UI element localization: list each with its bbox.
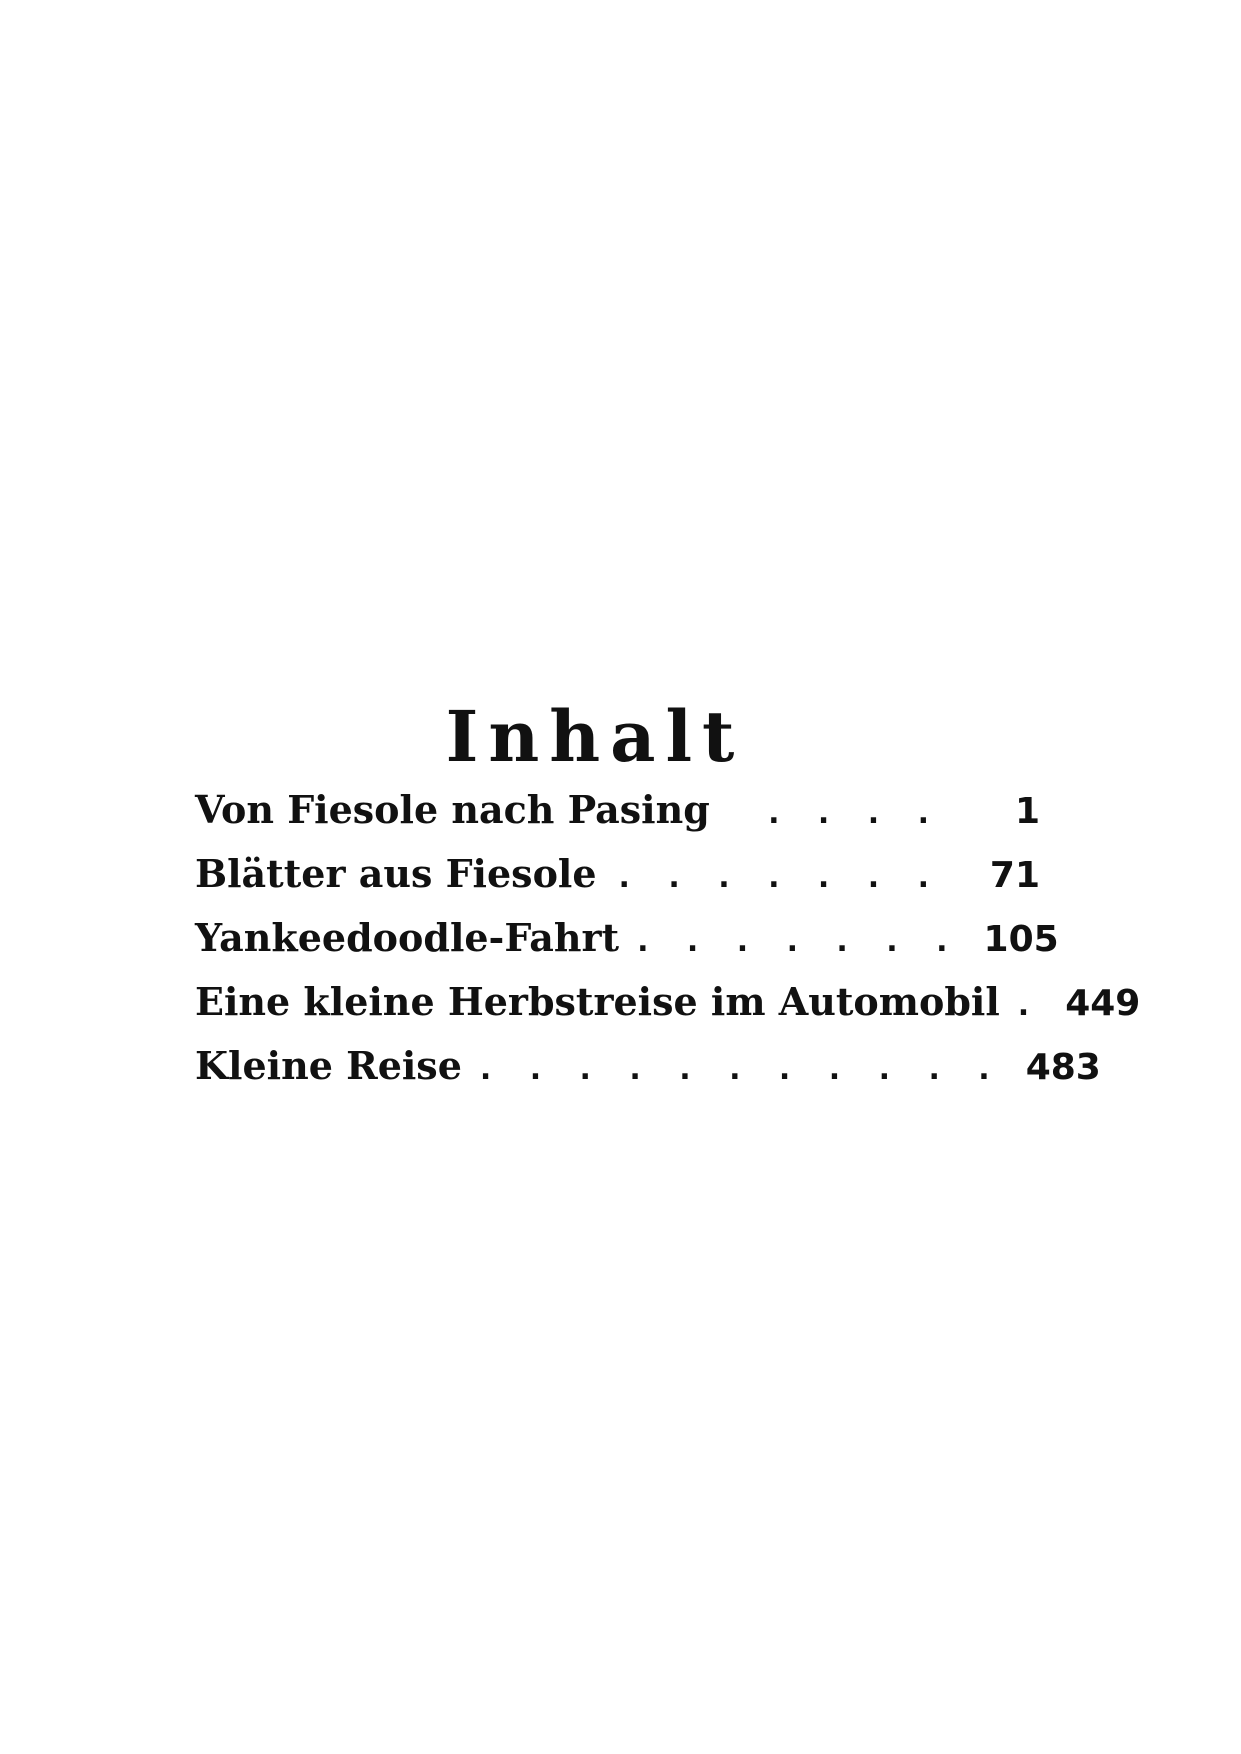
- toc-leader-dots: . . . . . . .: [618, 860, 943, 895]
- toc-entry-title: Kleine Reise: [195, 1043, 462, 1088]
- toc-leader-dots: . . . . . . .: [637, 924, 962, 959]
- toc-entry-title: Yankeedoodle-Fahrt: [195, 915, 620, 960]
- toc-entry-eine-kleine-herbstreise: [195, 970, 1141, 1034]
- table-of-contents: [195, 778, 1141, 1098]
- toc-page-number: 105: [983, 919, 1059, 960]
- toc-page-number: 483: [1025, 1047, 1101, 1088]
- page-title: Inhalt: [445, 694, 745, 778]
- toc-page-number: 449: [1065, 983, 1141, 1024]
- toc-entry-von-fiesole-nach-pasing: [195, 778, 1040, 842]
- toc-entry-yankeedoodle-fahrt: [195, 906, 1059, 970]
- toc-page-number: 71: [989, 855, 1040, 896]
- toc-leader-dots: . . . . . . . . . . .: [479, 1052, 1004, 1087]
- toc-leader-dots: .: [1017, 988, 1044, 1023]
- toc-entry-title: Von Fiesole nach Pasing: [195, 787, 710, 832]
- toc-leader-dots: . . . .: [768, 796, 943, 831]
- toc-entry-kleine-reise: [195, 1034, 1101, 1098]
- toc-entry-title: Eine kleine Herbstreise im Automobil: [195, 979, 1000, 1024]
- toc-entry-title: Blätter aus Fiesole: [195, 851, 597, 896]
- toc-page-number: 1: [1014, 791, 1040, 832]
- toc-entry-blaetter-aus-fiesole: [195, 842, 1040, 906]
